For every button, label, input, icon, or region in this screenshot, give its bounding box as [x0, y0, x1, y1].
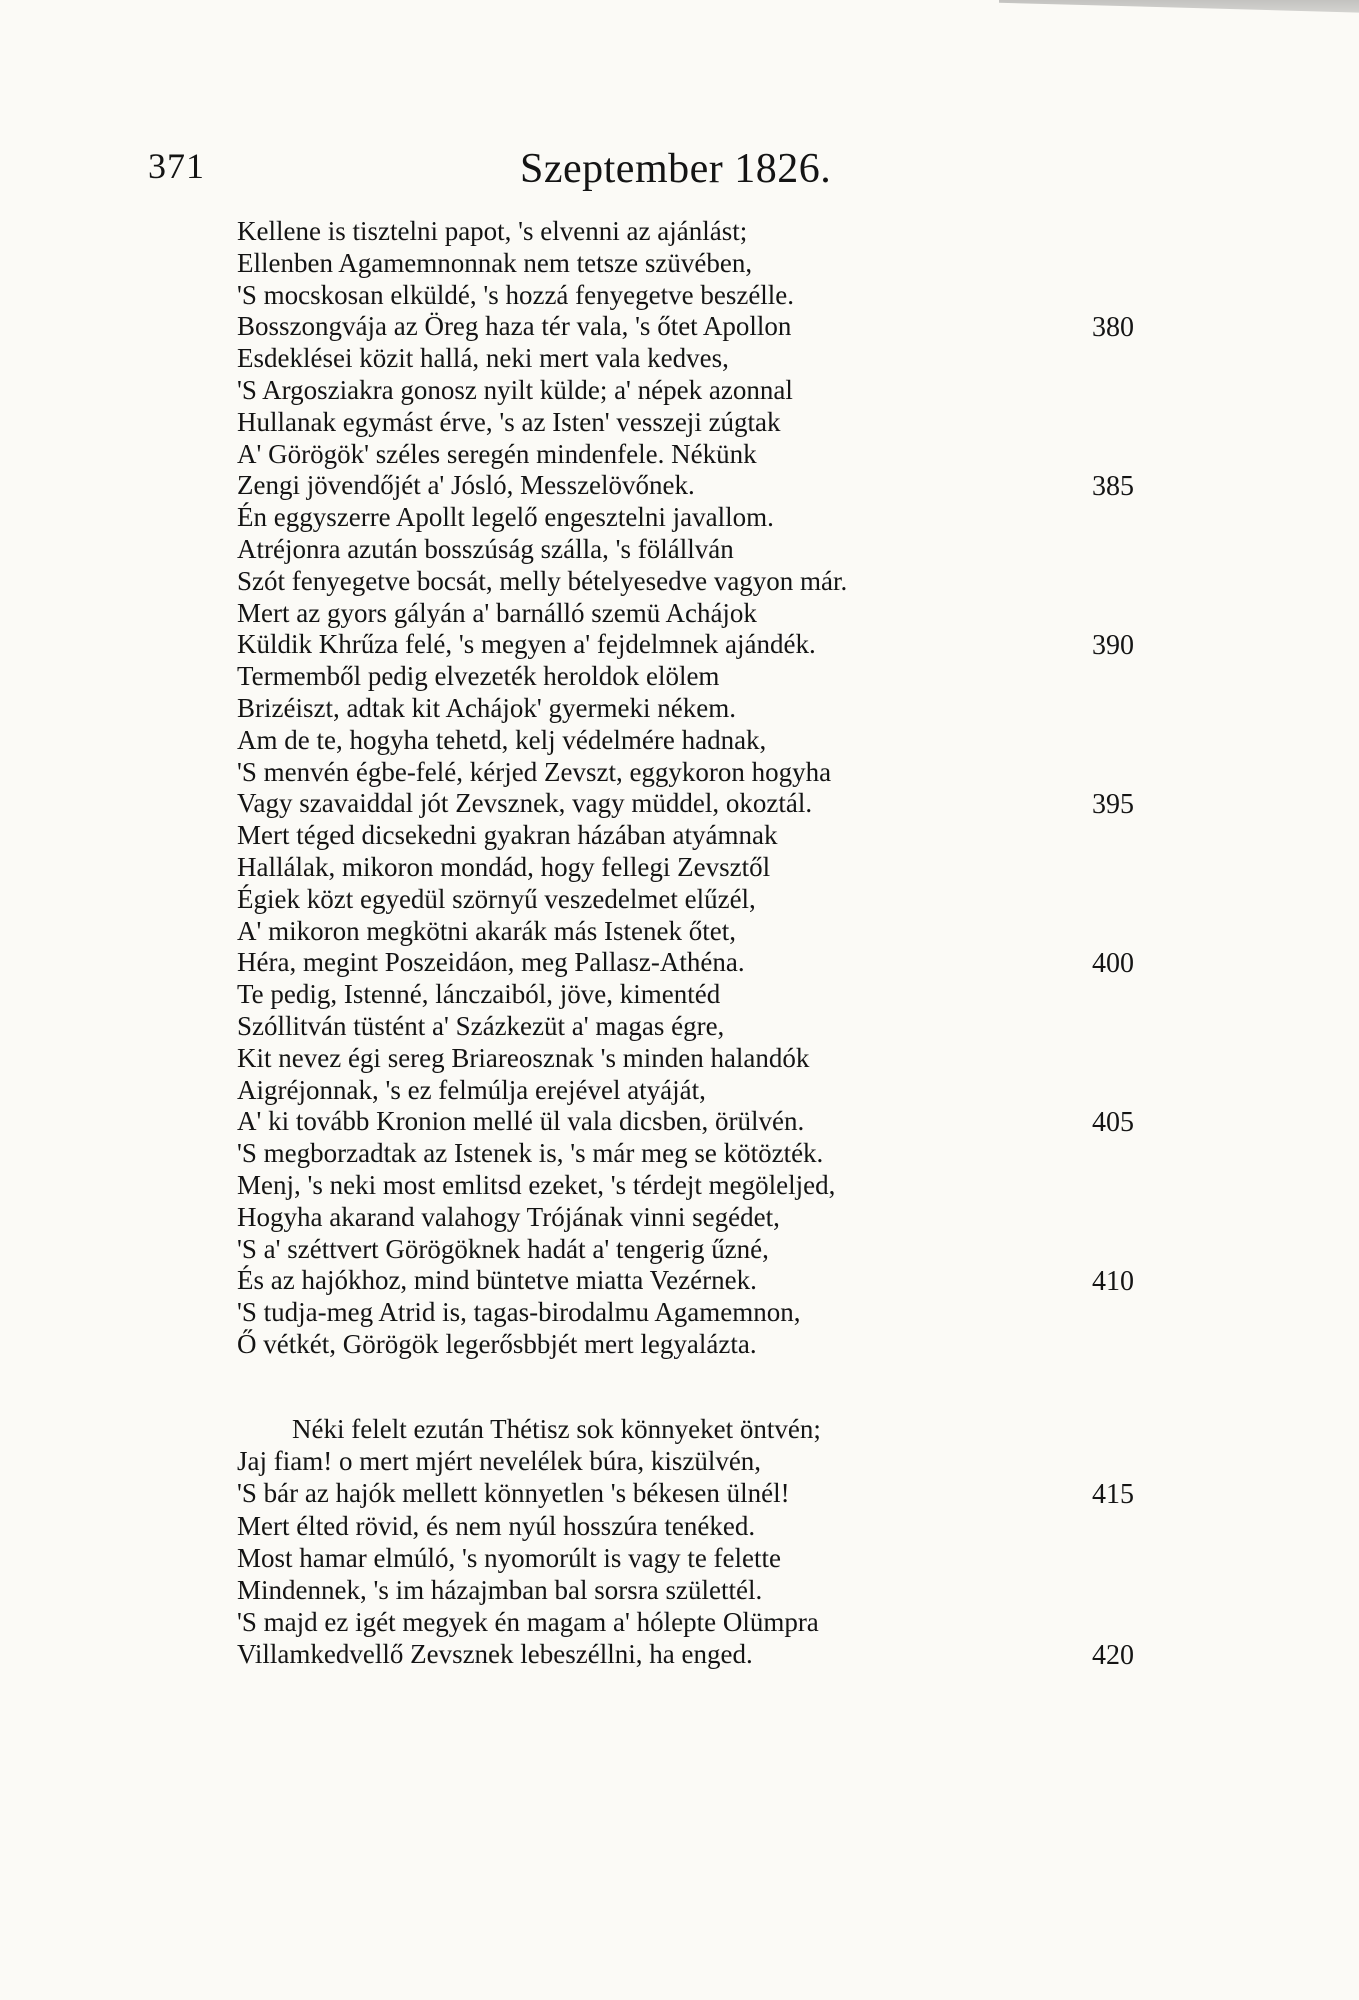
- verse-line: 'S mocskosan elküldé, 's hozzá fenyegetve beszélle.: [237, 279, 795, 310]
- verse-line: 'S Argosziakra gonosz nyilt külde; a' népek azonnal: [237, 375, 793, 405]
- verse-line: Ő vétkét, Görögök legerősbbjét mert legyalázta.: [237, 1329, 757, 1359]
- line-number: 400: [1092, 948, 1134, 980]
- verse-line: 'S menvén égbe-felé, kérjed Zevszt, eggykoron hogyha: [237, 756, 832, 787]
- verse-line: Brizéiszt, adtak kit Achájok' gyermeki nékem.: [237, 693, 736, 723]
- verse-line: 'S tudja-meg Atrid is, tagas-birodalmu Agamemnon,: [237, 1297, 801, 1328]
- page-title: Szeptember 1826.: [520, 146, 832, 192]
- line-number: 380: [1092, 312, 1134, 344]
- verse-line: Te pedig, Istenné, lánczaiból, jöve, kimentéd: [237, 979, 721, 1010]
- line-number: 390: [1092, 630, 1134, 662]
- verse-line: A' mikoron megkötni akarák más Istenek őtet,: [237, 915, 736, 946]
- verse-line: Néki felelt ezután Thétisz sok könnyeket öntvén;: [292, 1414, 821, 1444]
- verse-line: Mert az gyors gályán a' barnálló szemü Achájok: [237, 597, 757, 628]
- scan-artifact: [999, 0, 1359, 70]
- line-number: 385: [1092, 471, 1134, 503]
- verse-line: Menj, 's neki most emlitsd ezeket, 's térdejt megöleljed,: [237, 1170, 836, 1200]
- verse-line: Most hamar elmúló, 's nyomorúlt is vagy te felette: [237, 1542, 782, 1573]
- verse-line: Mindennek, 's im házajmban bal sorsra születtél.: [237, 1575, 763, 1605]
- verse-line: Mert téged dicsekedni gyakran házában atyámnak: [237, 820, 778, 851]
- verse-line: 'S megborzadtak az Istenek is, 's már meg se kötözték.: [237, 1138, 824, 1169]
- line-number: 405: [1092, 1107, 1134, 1139]
- verse-line: Szóllitván tüstént a' Százkezüt a' magas égre,: [237, 1011, 725, 1041]
- verse-line: Kit nevez égi sereg Briareosznak 's minden halandók: [237, 1042, 810, 1073]
- verse-line: Hogyha akarand valahogy Trójának vinni segédet,: [237, 1201, 780, 1232]
- verse-line: Ellenben Agamemnonnak nem tetsze szüvében,: [237, 247, 753, 278]
- line-number: 420: [1092, 1640, 1134, 1672]
- verse-line: Héra, megint Poszeidáon, meg Pallasz-Athéna.: [237, 947, 745, 978]
- verse-line: Égiek közt egyedül szörnyű veszedelmet elűzél,: [237, 883, 756, 914]
- page-header: [0, 145, 1359, 205]
- line-number: 410: [1092, 1266, 1134, 1298]
- line-number: 395: [1092, 789, 1134, 821]
- page-number: 371: [148, 146, 205, 186]
- verse-line: Küldik Khrűza felé, 's megyen a' fejdelmnek ajándék.: [237, 629, 816, 660]
- verse-line: Villamkedvellő Zevsznek lebeszéllni, ha enged.: [237, 1639, 753, 1670]
- verse-line: Kellene is tisztelni papot, 's elvenni az ajánlást;: [237, 216, 748, 246]
- verse-line: Szót fenyegetve bocsát, melly bételyesedve vagyon már.: [237, 565, 848, 596]
- verse-line: Hullanak egymást érve, 's az Isten' vesszeji zúgtak: [237, 406, 781, 437]
- verse-line: A' ki tovább Kronion mellé ül vala dicsben, örülvén.: [237, 1106, 805, 1137]
- verse-line: Jaj fiam! o mert mjért nevelélek búra, kiszülvén,: [237, 1446, 762, 1477]
- verse-line: Am de te, hogyha tehetd, kelj védelmére hadnak,: [237, 724, 767, 755]
- verse-line: Aigréjonnak, 's ez felmúlja erejével atyáját,: [237, 1074, 706, 1105]
- verse-line: Én eggyszerre Apollt legelő engesztelni javallom.: [237, 502, 774, 533]
- verse-line: Hallálak, mikoron mondád, hogy fellegi Zevsztől: [237, 852, 771, 882]
- verse-line: És az hajókhoz, mind büntetve miatta Vezérnek.: [237, 1265, 757, 1296]
- verse-line: 'S bár az hajók mellett könnyetlen 's békesen ülnél!: [237, 1478, 790, 1509]
- verse-line: Mert élted rövid, és nem nyúl hosszúra tenéked.: [237, 1510, 756, 1541]
- verse-line: Vagy szavaiddal jót Zevsznek, vagy müddel, okoztál.: [237, 788, 813, 819]
- verse-line: A' Görögök' széles seregén mindenfele. Nékünk: [237, 438, 757, 469]
- verse-line: 'S a' széttvert Görögöknek hadát a' tengerig űzné,: [237, 1233, 769, 1264]
- verse-line: Atréjonra azután bosszúság szálla, 's fölállván: [237, 534, 734, 564]
- line-number: 415: [1092, 1479, 1134, 1511]
- verse-line: Esdeklései közit hallá, neki mert vala kedves,: [237, 343, 729, 374]
- verse-line: 'S majd ez igét megyek én magam a' hólepte Olümpra: [237, 1607, 819, 1638]
- verse-line: Termemből pedig elvezeték heroldok elölem: [237, 661, 720, 692]
- verse-line: Zengi jövendőjét a' Jósló, Messzelövőnek.: [237, 470, 695, 501]
- verse-line: Bosszongvája az Öreg haza tér vala, 's őtet Apollon: [237, 311, 792, 342]
